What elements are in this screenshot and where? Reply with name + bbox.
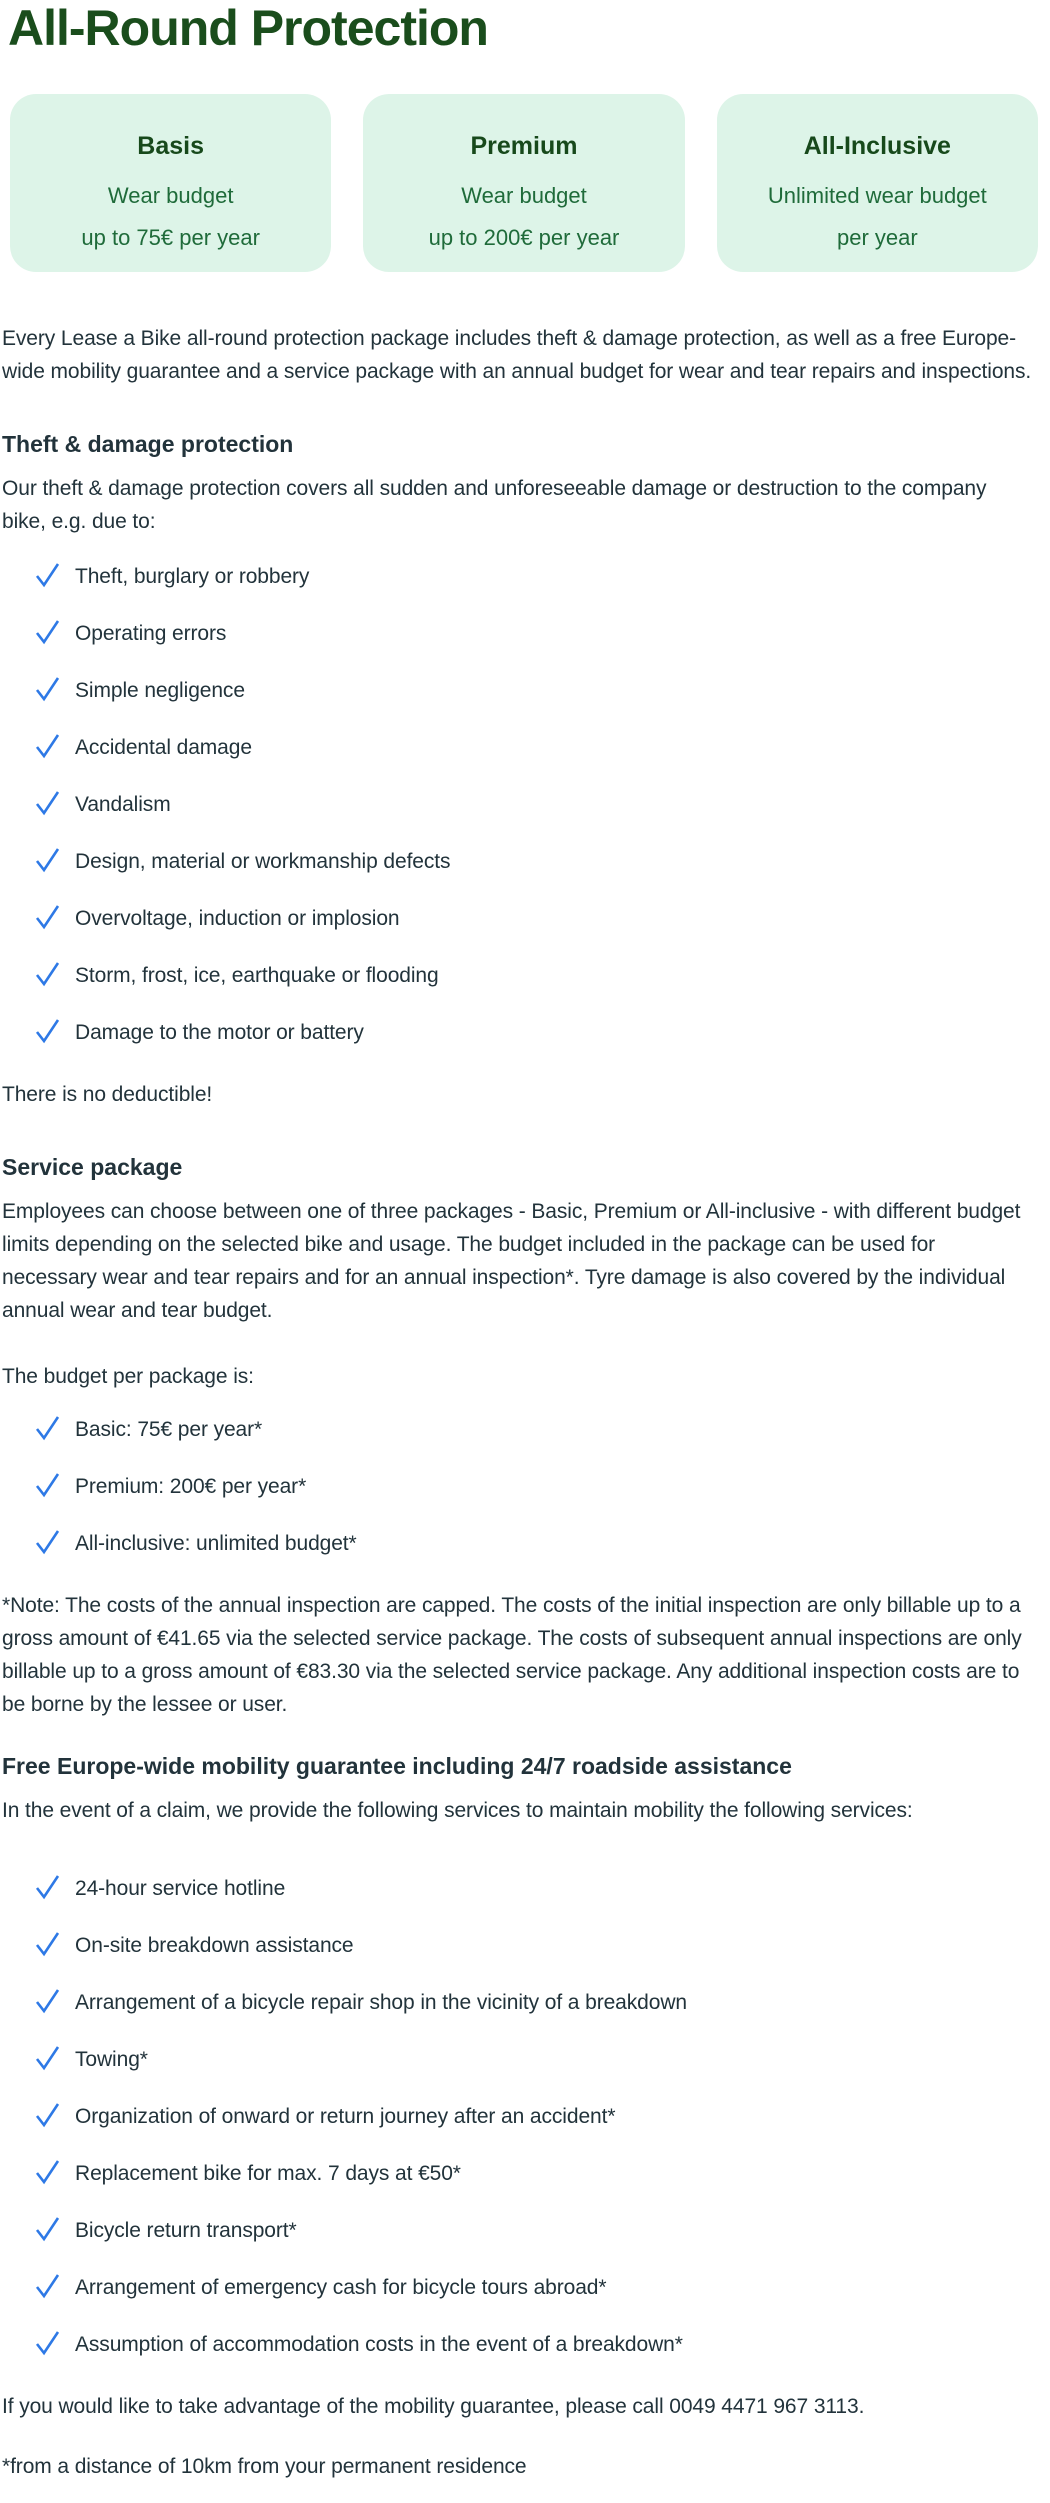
- list-item: [35, 850, 1042, 874]
- check-icon: [35, 2045, 60, 2072]
- list-item: [35, 1532, 1042, 1556]
- list-item: [35, 2276, 1042, 2300]
- budget-checklist: [35, 1418, 1042, 1556]
- list-item-label: Storm, frost, ice, earthquake or flooding: [75, 964, 439, 987]
- list-item-label: 24-hour service hotline: [75, 1877, 286, 1900]
- theft-section-heading: Theft & damage protection: [2, 431, 294, 457]
- check-icon: [35, 1874, 60, 1901]
- package-card-line: per year: [836, 225, 918, 250]
- list-item: [35, 565, 1042, 589]
- budget-intro-line: The budget per package is:: [2, 1365, 254, 1388]
- list-item-label: Arrangement of a bicycle repair shop in the vicinity of a breakdown: [75, 1991, 687, 2014]
- intro-paragraph: Every Lease a Bike all-round protection package includes theft & damage protection, as well as a free Europe-wide mobility guarantee and a service package with an annual budget for wear and tear repairs and inspections.: [2, 327, 1032, 383]
- list-item-label: Premium: 200€ per year*: [75, 1475, 307, 1498]
- distance-footnote: *from a distance of 10km from your permanent residence: [2, 2455, 527, 2478]
- check-icon: [35, 1472, 60, 1499]
- mobility-phone-line: If you would like to take advantage of the mobility guarantee, please call 0049 4471 967 3113.: [2, 2395, 865, 2418]
- list-item-label: Theft, burglary or robbery: [75, 565, 310, 588]
- package-cards: [10, 94, 1038, 272]
- list-item-label: Arrangement of emergency cash for bicycle tours abroad*: [75, 2276, 607, 2299]
- check-icon: [35, 733, 60, 760]
- theft-checklist: [35, 565, 1042, 1045]
- service-section-description: Employees can choose between one of three packages - Basic, Premium or All-inclusive - with different budget limits depending on the selected bike and usage. The budget included in the package can be used for necessary wear and tear repairs and for an annual inspection*. Tyre damage is also covered by the individual annual wear and tear budget.: [2, 1200, 1021, 1322]
- list-item-label: Bicycle return transport*: [75, 2219, 297, 2242]
- package-card-title: All-Inclusive: [803, 132, 951, 160]
- list-item: [35, 1418, 1042, 1442]
- package-card-premium: [363, 94, 684, 272]
- package-card-basis: [10, 94, 331, 272]
- no-deductible-line: There is no deductible!: [2, 1083, 213, 1106]
- list-item-label: Damage to the motor or battery: [75, 1021, 364, 1044]
- list-item-label: On-site breakdown assistance: [75, 1934, 354, 1957]
- check-icon: [35, 961, 60, 988]
- check-icon: [35, 904, 60, 931]
- check-icon: [35, 1018, 60, 1045]
- list-item: [35, 1877, 1042, 1901]
- list-item-label: Basic: 75€ per year*: [75, 1418, 263, 1441]
- list-item-label: Organization of onward or return journey after an accident*: [75, 2105, 616, 2128]
- theft-section-description: Our theft & damage protection covers all sudden and unforeseeable damage or destruction to the company bike, e.g. due to:: [2, 477, 987, 533]
- mobility-checklist: [35, 1877, 1042, 2357]
- list-item-label: All-inclusive: unlimited budget*: [75, 1532, 357, 1555]
- list-item-label: Operating errors: [75, 622, 227, 645]
- package-card-title: Premium: [470, 132, 578, 160]
- list-item: [35, 907, 1042, 931]
- list-item: [35, 2105, 1042, 2129]
- list-item-label: Overvoltage, induction or implosion: [75, 907, 400, 930]
- check-icon: [35, 676, 60, 703]
- check-icon: [35, 619, 60, 646]
- list-item: [35, 793, 1042, 817]
- list-item-label: Design, material or workmanship defects: [75, 850, 451, 873]
- list-item-label: Simple negligence: [75, 679, 245, 702]
- list-item-label: Replacement bike for max. 7 days at €50*: [75, 2162, 461, 2185]
- check-icon: [35, 1988, 60, 2015]
- check-icon: [35, 2216, 60, 2243]
- package-card-line: Wear budget: [461, 183, 587, 208]
- service-section-heading: Service package: [2, 1154, 183, 1180]
- check-icon: [35, 1931, 60, 1958]
- page-title: All-Round Protection: [8, 0, 488, 56]
- package-card-all-inclusive: [717, 94, 1038, 272]
- check-icon: [35, 2330, 60, 2357]
- check-icon: [35, 847, 60, 874]
- list-item: [35, 2219, 1042, 2243]
- list-item: [35, 2333, 1042, 2357]
- package-card-line: Wear budget: [107, 183, 234, 208]
- check-icon: [35, 790, 60, 817]
- list-item-label: Vandalism: [75, 793, 171, 816]
- package-card-title: Basis: [137, 132, 205, 160]
- check-icon: [35, 2159, 60, 2186]
- list-item-label: Assumption of accommodation costs in the event of a breakdown*: [75, 2333, 683, 2356]
- package-card-line: Unlimited wear budget: [767, 183, 987, 208]
- list-item: [35, 1991, 1042, 2015]
- list-item: [35, 1934, 1042, 1958]
- list-item: [35, 1475, 1042, 1499]
- inspection-note: *Note: The costs of the annual inspection are capped. The costs of the initial inspection are only billable up to a gross amount of €41.65 via the selected service package. The costs of subsequent annual inspections are only billable up to a gross amount of €83.30 via the selected service package. Any additional inspection costs are to be borne by the lessee or user.: [2, 1594, 1022, 1716]
- mobility-section-description: In the event of a claim, we provide the following services to maintain mobility the following services:: [2, 1799, 913, 1822]
- check-icon: [35, 1415, 60, 1442]
- check-icon: [35, 2273, 60, 2300]
- list-item-label: Accidental damage: [75, 736, 252, 759]
- package-card-line: up to 75€ per year: [81, 225, 260, 250]
- list-item-label: Towing*: [75, 2048, 148, 2071]
- list-item: [35, 622, 1042, 646]
- list-item: [35, 2162, 1042, 2186]
- check-icon: [35, 562, 60, 589]
- list-item: [35, 2048, 1042, 2072]
- check-icon: [35, 2102, 60, 2129]
- list-item: [35, 736, 1042, 760]
- list-item: [35, 679, 1042, 703]
- list-item: [35, 1021, 1042, 1045]
- package-card-line: up to 200€ per year: [428, 225, 620, 250]
- check-icon: [35, 1529, 60, 1556]
- list-item: [35, 964, 1042, 988]
- mobility-section-heading: Free Europe-wide mobility guarantee including 24/7 roadside assistance: [2, 1753, 792, 1779]
